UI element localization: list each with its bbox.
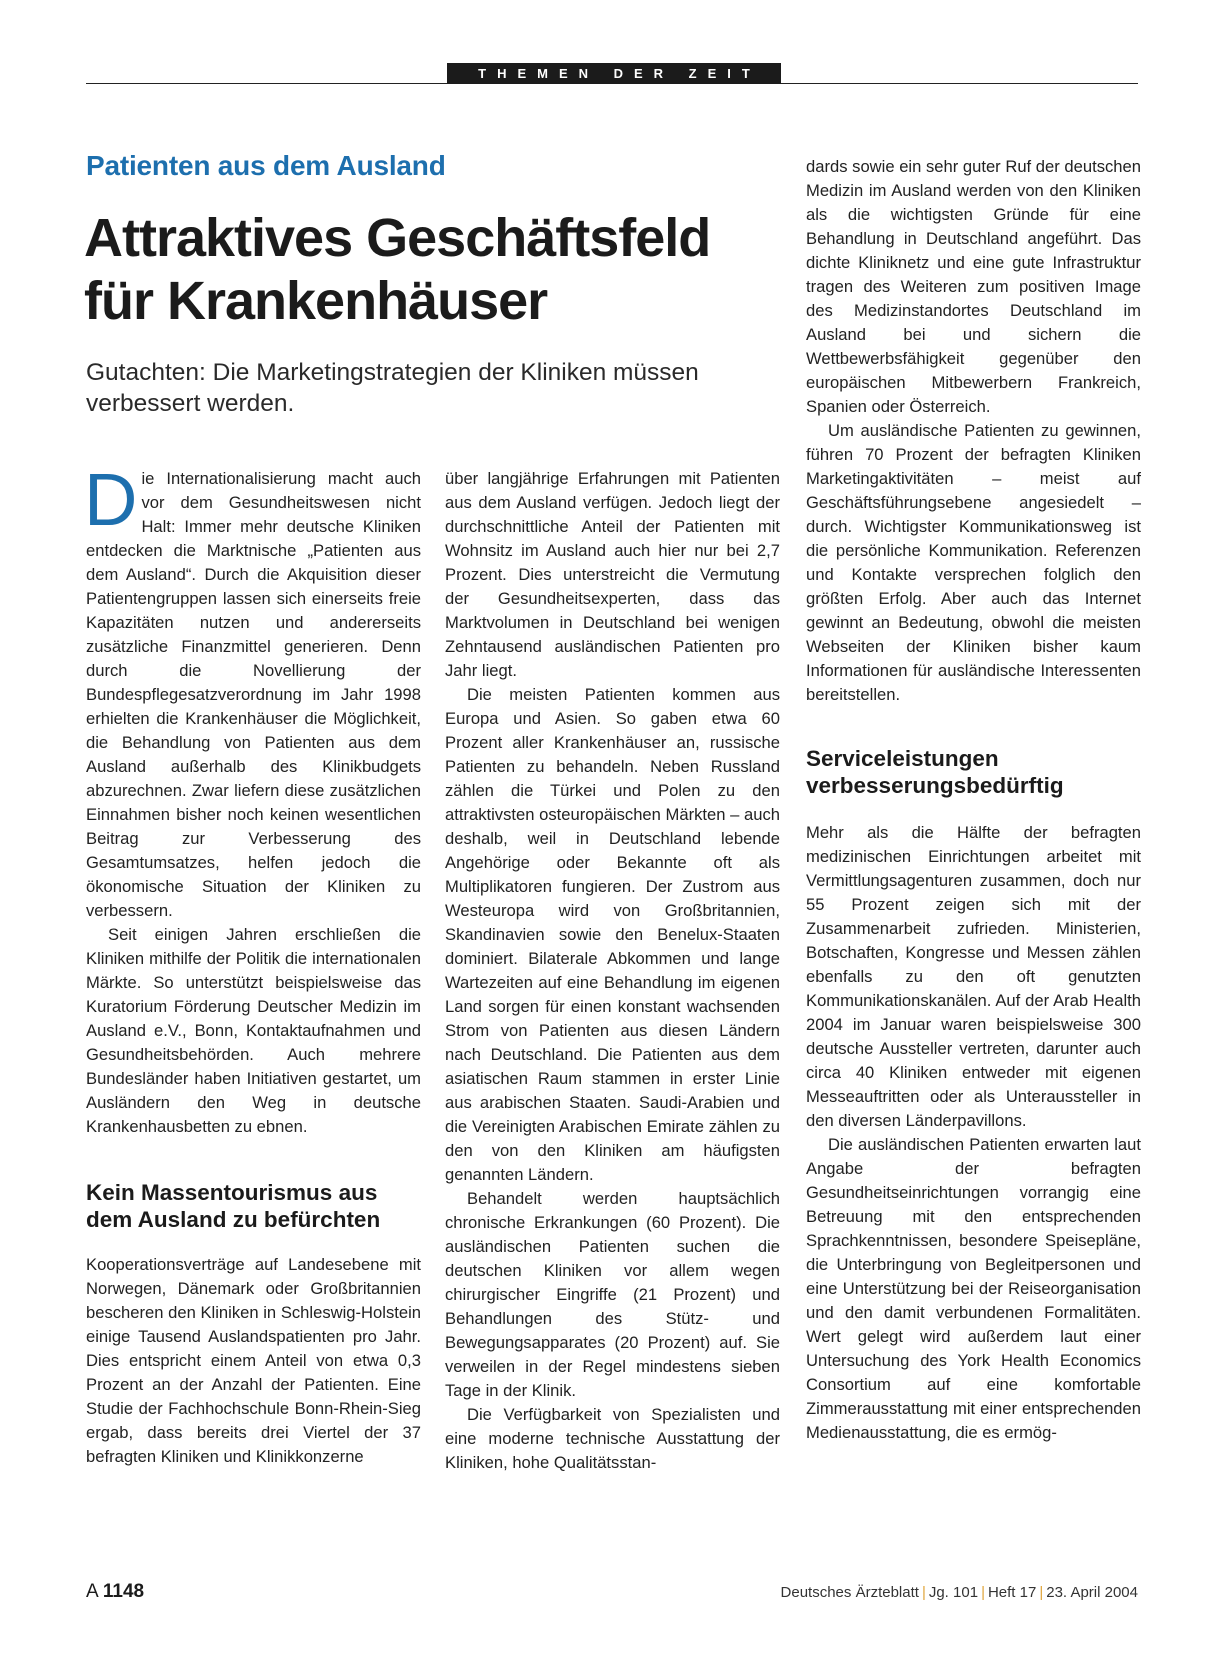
column-2 xyxy=(445,467,780,1475)
journal-date: 23. April 2004 xyxy=(1046,1584,1138,1601)
paragraph-11: Die ausländischen Patienten erwarten laut Angabe der befragten Gesundheitseinrichtungen vorrangig eine Betreuung mit den entsprechenden Sprachkenntnissen, besondere Speisepläne, die Unterbringung von Begleitpersonen und eine Unterstützung bei der Reiseorganisation und den damit verbundenen Formalitäten. Wert gelegt wird außerdem laut einer Untersuchung des York Health Economics Consortium auf eine komfortable Zimmerausstattung mit einer entsprechenden Medienausstattung, die es ermög- xyxy=(806,1135,1141,1442)
paragraph-3: Kooperationsverträge auf Landesebene mit Norwegen, Dänemark oder Großbritannien bescheren den Kliniken in Schleswig-Holstein einige Tausend Auslandspatienten pro Jahr. Dies entspricht einem Anteil von etwa 0,3 Prozent an der Anzahl der Patienten. Eine Studie der Fachhochschule Bonn-Rhein-Sieg ergab, dass bereits drei Viertel der 37 befragten Kliniken und Klinikkonzerne xyxy=(86,1255,421,1466)
footer-separator: | xyxy=(921,1584,926,1601)
section-label: THEMEN DER ZEIT xyxy=(447,63,781,84)
page-prefix: A xyxy=(86,1581,98,1602)
page-number-value: 1148 xyxy=(102,1581,145,1602)
paragraph-1 xyxy=(84,458,421,923)
paragraph-6: Behandelt werden hauptsächlich chronische Erkrankungen (60 Prozent). Die ausländischen Patienten suchen die deutschen Kliniken vor allem wegen chirurgischer Eingriffe (21 Prozent) und Behandlungen des Stütz- und Bewegungsapparates (20 Prozent) auf. Sie verweilen in der Regel mindestens sieben Tage in der Klinik. xyxy=(445,1189,780,1400)
journal-name: Deutsches Ärzteblatt xyxy=(780,1584,919,1601)
article-kicker: Patienten aus dem Ausland xyxy=(86,150,446,181)
journal-volume: Jg. 101 xyxy=(928,1584,979,1601)
article-title xyxy=(84,207,764,333)
title-line-2: für Krankenhäuser xyxy=(84,271,548,331)
column-1 xyxy=(84,458,421,1469)
drop-cap: D xyxy=(84,458,138,541)
paragraph-7: Die Verfügbarkeit von Spezialisten und eine moderne technische Ausstattung der Kliniken, hohe Qualitätsstan- xyxy=(445,1405,780,1472)
subheading-2: Serviceleistungen verbesserungsbedürftig xyxy=(806,746,1064,798)
journal-footer xyxy=(781,1584,1138,1601)
journal-issue: Heft 17 xyxy=(987,1584,1037,1601)
footer-separator: | xyxy=(981,1584,985,1601)
title-line-1: Attraktives Geschäftsfeld xyxy=(84,208,711,268)
footer-separator: | xyxy=(1039,1584,1044,1601)
paragraph-1-text: ie Internationalisierung macht auch vor dem Gesundheitswesen nicht Halt: Immer mehr deutsche Kliniken entdecken die Marktnische „Patienten aus dem Ausland“. Durch die Akquisition dieser Patientengruppen lassen sich einerseits freie Kapazitäten nutzen und andererseits zusätzliche Finanzmittel generieren. Denn durch die Novellierung der Bundespflegesatzverordnung im Jahr 1998 erhielten die Krankenhäuser die Möglichkeit, die Behandlung von Patienten aus dem Ausland außerhalb des Klinikbudgets abzurechnen. Zwar liefern diese zusätzlichen Einnahmen bisher noch keinen wesentlichen Beitrag zur Verbesserung des Gesamtumsatzes, helfen jedoch die ökonomische Situation der Kliniken zu verbessern. xyxy=(86,469,421,920)
paragraph-8: dards sowie ein sehr guter Ruf der deutschen Medizin im Ausland werden von den Kliniken als die wichtigsten Gründe für eine Behandlung in Deutschland angeführt. Das dichte Kliniknetz und eine gute Infrastruktur tragen des Weiteren zum positiven Image des Medizinstandortes Deutschland im Ausland bei und sichern die Wettbewerbsfähigkeit gegenüber den europäischen Mitbewerbern Frankreich, Spanien oder Österreich. xyxy=(806,157,1141,416)
subheading-1: Kein Massentourismus aus dem Ausland zu befürchten xyxy=(86,1180,381,1232)
article-subtitle: Gutachten: Die Marketingstrategien der Kliniken müssen verbessert werden. xyxy=(86,359,699,417)
paragraph-9: Um ausländische Patienten zu gewinnen, führen 70 Prozent der befragten Kliniken Marketingaktivitäten – meist auf Geschäftsführungsebene angesiedelt – durch. Wichtigster Kommunikationsweg ist die persönliche Kommunikation. Referenzen und Kontakte versprechen folglich den größten Erfolg. Aber auch das Internet gewinnt an Bedeutung, obwohl die meisten Webseiten der Kliniken bisher kaum Informationen für ausländische Interessenten bereitstellen. xyxy=(806,421,1141,704)
paragraph-2: Seit einigen Jahren erschließen die Kliniken mithilfe der Politik die internationalen Märkte. So unterstützt beispielsweise das Kuratorium Förderung Deutscher Medizin im Ausland e.V., Bonn, Kontaktaufnahmen und Gesundheitsbehörden. Auch mehrere Bundesländer haben Initiativen gestartet, um Ausländern den Weg in deutsche Krankenhausbetten zu ebnen. xyxy=(86,925,421,1136)
paragraph-4: über langjährige Erfahrungen mit Patienten aus dem Ausland verfügen. Jedoch liegt der durchschnittliche Anteil der Patienten mit Wohnsitz im Ausland auch hier nur bei 2,7 Prozent. Dies unterstreicht die Vermutung der Gesundheitsexperten, dass das Marktvolumen in Deutschland bei wenigen Zehntausend ausländischen Patienten pro Jahr liegt. xyxy=(445,469,780,680)
page-number xyxy=(86,1581,144,1603)
paragraph-10: Mehr als die Hälfte der befragten medizinischen Einrichtungen arbeitet mit Vermittlungsagenturen zusammen, doch nur 55 Prozent zeigen sich mit der Zusammenarbeit zufrieden. Ministerien, Botschaften, Kongresse und Messen zählen ebenfalls zu den oft genutzten Kommunikationskanälen. Auf der Arab Health 2004 im Januar waren beispielsweise 300 deutsche Aussteller vertreten, darunter auch circa 40 Kliniken entweder mit eigenen Messeauftritten oder als Unteraussteller in den diversen Länderpavillons. xyxy=(806,823,1141,1130)
paragraph-5: Die meisten Patienten kommen aus Europa und Asien. So gaben etwa 60 Prozent aller Krankenhäuser an, russische Patienten zu behandeln. Neben Russland zählen die Türkei und Polen zu den attraktivsten osteuropäischen Märkten – auch deshalb, weil in Deutschland lebende Angehörige oder Bekannte oft als Multiplikatoren fungieren. Der Zustrom aus Westeuropa wird von Großbritannien, Skandinavien sowie den Benelux-Staaten dominiert. Bilaterale Abkommen und lange Wartezeiten auf eine Behandlung im eigenen Land sorgen für einen konstant wachsenden Strom von Patienten aus diesen Ländern nach Deutschland. Die Patienten aus dem asiatischen Raum stammen in erster Linie aus arabischen Staaten. Saudi-Arabien und die Vereinigten Arabischen Emirate zählen zu den von den Kliniken am häufigsten genannten Ländern. xyxy=(445,685,780,1184)
column-3 xyxy=(806,155,1141,1445)
